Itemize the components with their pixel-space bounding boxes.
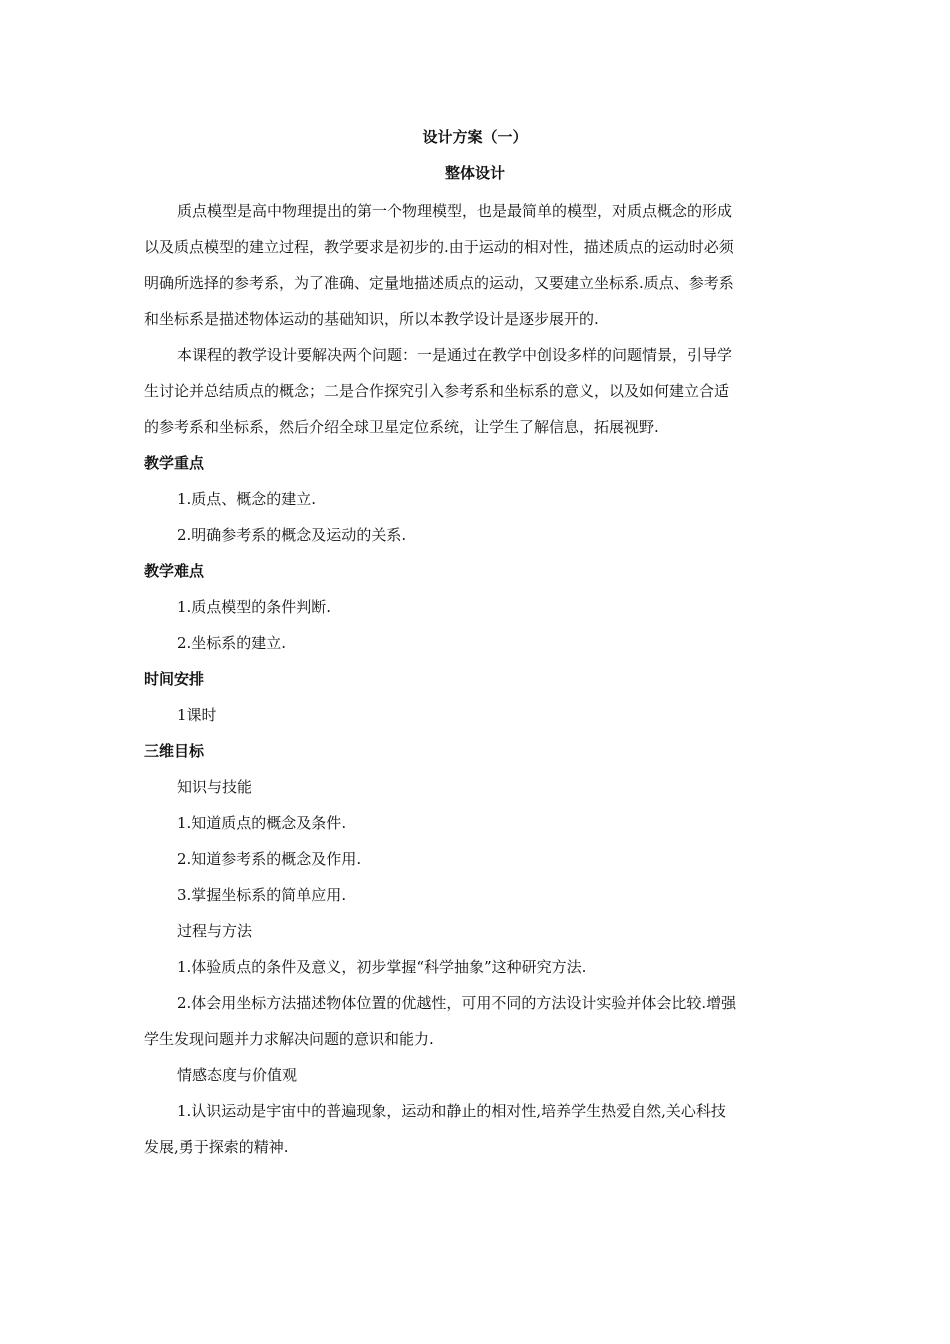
key-point-2: 2.明确参考系的概念及运动的关系. [177,526,407,544]
objective-emotion-label: 情感态度与价值观 [177,1066,298,1084]
objective-process-label: 过程与方法 [177,922,253,940]
paragraph-2-line-2: 生讨论并总结质点的概念；二是合作探究引入参考系和坐标系的意义，以及如何建立合适 [144,382,730,400]
objective-process-2-line-1: 2.体会用坐标方法描述物体位置的优越性，可用不同的方法设计实验并体会比较.增强 [177,994,737,1012]
paragraph-1-line-3: 明确所选择的参考系，为了准确、定量地描述质点的运动，又要建立坐标系.质点、参考系 [144,274,734,292]
objective-knowledge-1: 1.知道质点的概念及条件. [177,814,347,832]
objective-emotion-1-line-1: 1.认识运动是宇宙中的普遍现象，运动和静止的相对性,培养学生热爱自然,关心科技 [177,1102,726,1120]
key-point-1: 1.质点、概念的建立. [177,490,317,508]
objective-knowledge-2: 2.知道参考系的概念及作用. [177,850,362,868]
objective-knowledge-label: 知识与技能 [177,778,253,796]
difficulty-2: 2.坐标系的建立. [177,634,287,652]
objective-knowledge-3: 3.掌握坐标系的简单应用. [177,886,347,904]
paragraph-1-line-1: 质点模型是高中物理提出的第一个物理模型，也是最简单的模型，对质点概念的形成 [177,202,733,220]
paragraph-1-line-4: 和坐标系是描述物体运动的基础知识，所以本教学设计是逐步展开的. [144,310,599,328]
paragraph-1-line-2: 以及质点模型的建立过程，教学要求是初步的.由于运动的相对性，描述质点的运动时必须 [144,238,734,256]
objective-emotion-1-line-2: 发展,勇于探索的精神. [144,1138,289,1156]
objective-process-1: 1.体验质点的条件及意义，初步掌握“科学抽象”这种研究方法. [177,958,587,976]
paragraph-2-line-3: 的参考系和坐标系，然后介绍全球卫星定位系统，让学生了解信息，拓展视野. [144,418,659,436]
heading-schedule: 时间安排 [144,670,205,688]
heading-difficulties: 教学难点 [144,562,205,580]
document-title: 设计方案（一） [422,128,528,146]
objective-process-2-line-2: 学生发现问题并力求解决问题的意识和能力. [144,1030,434,1048]
paragraph-2-line-1: 本课程的教学设计要解决两个问题：一是通过在教学中创设多样的问题情景，引导学 [177,346,733,364]
schedule-text: 1课时 [177,706,217,724]
difficulty-1: 1.质点模型的条件判断. [177,598,332,616]
section-title-overall-design: 整体设计 [444,164,505,182]
heading-key-points: 教学重点 [144,454,205,472]
heading-objectives: 三维目标 [144,742,205,760]
